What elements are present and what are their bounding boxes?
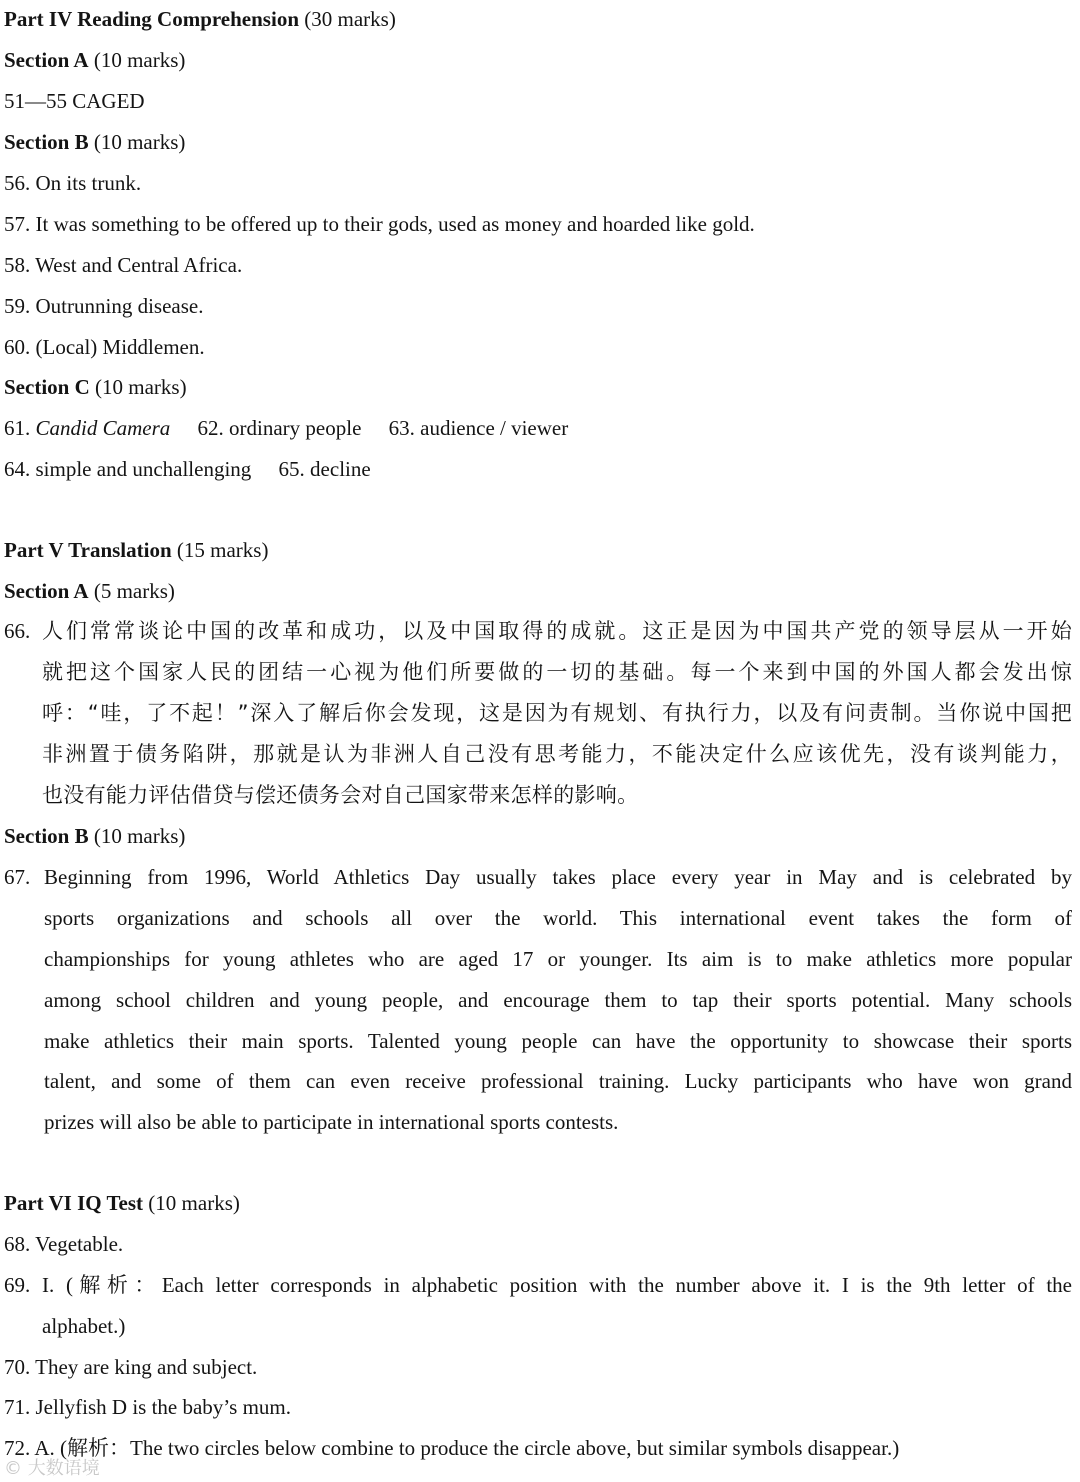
part5-title: Part V Translation: [4, 538, 172, 562]
answer-62: 62. ordinary people: [197, 416, 362, 440]
section-title: Section A: [4, 48, 89, 72]
answer-61-number: 61.: [4, 416, 31, 440]
translation-line: championships for young athletes who are aged 17 or younger. Its aim is to make athletics more popular: [44, 947, 1072, 971]
translation-line: sports organizations and schools all over the world. This international event takes the form of: [44, 906, 1072, 930]
watermark: [0, 1456, 154, 1482]
part5-heading: [4, 537, 268, 563]
answer-61-text: Candid Camera: [35, 416, 171, 440]
part6-marks: (10 marks): [148, 1191, 240, 1215]
section-title: Section A: [4, 579, 89, 603]
section-title: Section B: [4, 824, 89, 848]
answer-68: 68. Vegetable.: [4, 1232, 124, 1256]
translation-line: talent, and some of them can even receive professional training. Lucky participants who have won grand: [44, 1069, 1072, 1093]
answer-57: 57. It was something to be offered up to their gods, used as money and hoarded like gold.: [4, 212, 755, 236]
answer-58: 58. West and Central Africa.: [4, 253, 243, 277]
part6-title: Part VI IQ Test: [4, 1191, 144, 1215]
translation-line: 也没有能力评估借贷与偿还债务会对自己国家带来怎样的影响。: [42, 783, 639, 807]
translation-line: prizes will also be able to participate in international sports contests.: [44, 1110, 619, 1134]
section-title: Section B: [4, 130, 89, 154]
section-marks: (10 marks): [93, 48, 186, 72]
part4-sectionC-heading: [4, 374, 187, 400]
section-marks: (10 marks): [93, 824, 186, 848]
watermark-text: 大数语境: [27, 1458, 100, 1479]
section-marks: (10 marks): [93, 130, 186, 154]
translation-line: 人们常常谈论中国的改革和成功，以及中国取得的成就。这正是因为中国共产党的领导层从一开始: [42, 619, 1072, 643]
section-marks: (5 marks): [93, 579, 175, 603]
answers-61-63: [4, 415, 568, 441]
answer-72: 72. A. (解析：The two circles below combine to produce the circle above, but similar symbols disappear.): [4, 1436, 900, 1460]
answer-60: 60. (Local) Middlemen.: [4, 335, 205, 359]
part5-marks: (15 marks): [176, 538, 269, 562]
answer-66-number: 66.: [4, 619, 31, 643]
translation-line: 呼：“哇，了不起！”深入了解后你会发现，这是因为有规划、有执行力，以及有问责制。当你说中国把: [42, 701, 1072, 725]
answer-65: 65. decline: [278, 457, 371, 481]
answer-70: 70. They are king and subject.: [4, 1355, 258, 1379]
translation-line: among school children and young people, and encourage them to tap their sports potential. Many schools: [44, 988, 1072, 1012]
part4-title: Part IV Reading Comprehension: [4, 7, 299, 31]
section-title: Section C: [4, 375, 90, 399]
answer-51-55: 51—55 CAGED: [4, 89, 145, 113]
answer-64: 64. simple and unchallenging: [4, 457, 252, 481]
answer-69: 69. I. (解析：Each letter corresponds in alphabetic position with the number above it. I is the 9th letter of the: [4, 1273, 1072, 1297]
translation-line: 就把这个国家人民的团结一心视为他们所要做的一切的基础。每一个来到中国的外国人都会发出惊: [42, 660, 1072, 684]
answer-56: 56. On its trunk.: [4, 171, 142, 195]
answers-64-65: [4, 456, 371, 482]
answer-69-continued: alphabet.): [42, 1314, 126, 1338]
answer-63: 63. audience / viewer: [388, 416, 569, 440]
part6-heading: [4, 1190, 240, 1216]
part4-heading: [4, 6, 396, 32]
watermark-logo-icon: ©: [4, 1458, 22, 1479]
translation-line: Beginning from 1996, World Athletics Day usually takes place every year in May and is celebrated by: [44, 865, 1072, 889]
translation-line: make athletics their main sports. Talented young people can have the opportunity to showcase their sports: [44, 1029, 1072, 1053]
part5-sectionB-heading: [4, 823, 185, 849]
section-marks: (10 marks): [95, 375, 187, 399]
part4-sectionA-heading: [4, 47, 185, 73]
answer-67-number: 67.: [4, 865, 31, 889]
part5-sectionA-heading: [4, 578, 175, 604]
translation-line: 非洲置于债务陷阱，那就是认为非洲人自己没有思考能力，不能决定什么应该优先，没有谈判能力，: [42, 742, 1072, 766]
answer-71: 71. Jellyfish D is the baby’s mum.: [4, 1395, 291, 1419]
part4-sectionB-heading: [4, 129, 185, 155]
part4-marks: (30 marks): [304, 7, 396, 31]
answer-59: 59. Outrunning disease.: [4, 294, 204, 318]
